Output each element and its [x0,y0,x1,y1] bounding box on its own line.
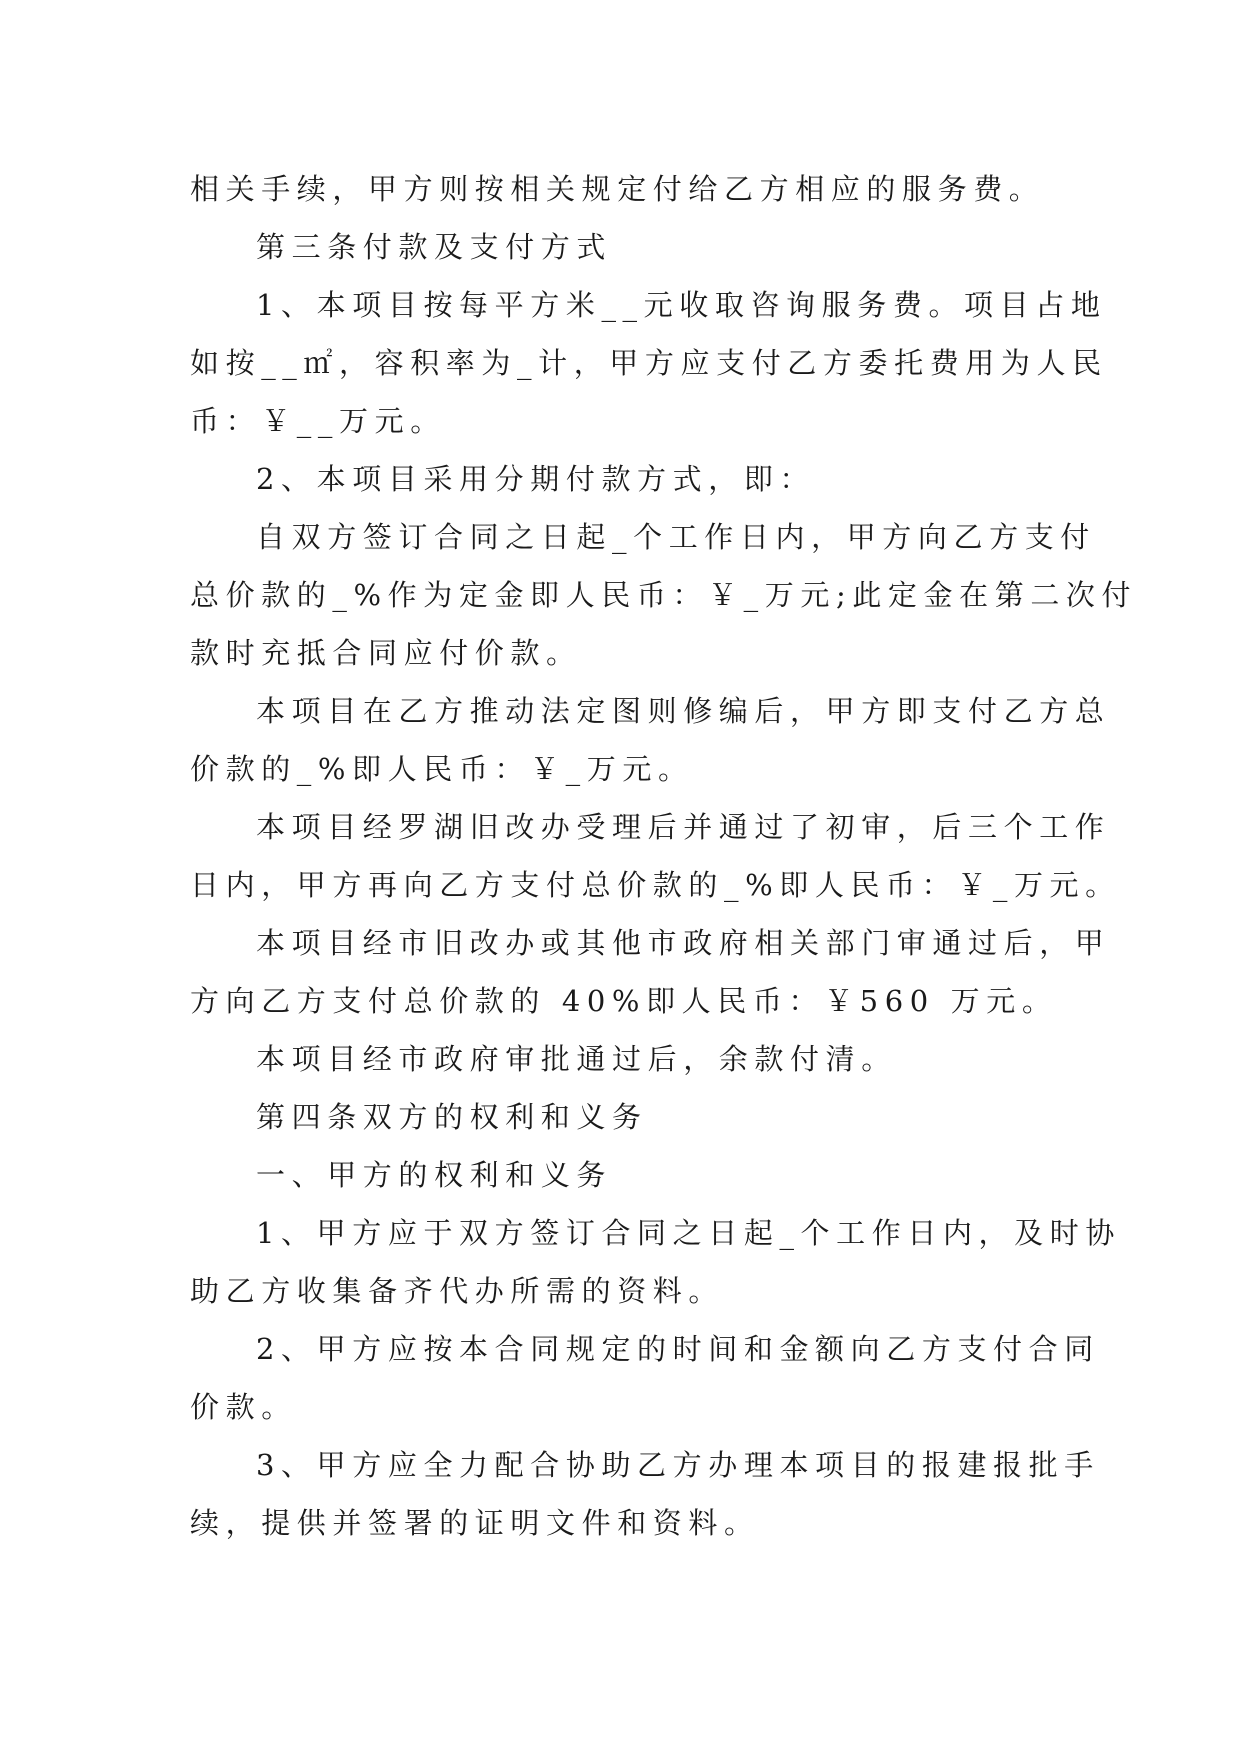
text-line: 3、甲方应全力配合协助乙方办理本项目的报建报批手 [256,1448,1100,1482]
text-line: 款时充抵合同应付价款。 [190,636,582,670]
text-line: 1、甲方应于双方签订合同之日起_个工作日内，及时协 [256,1216,1121,1250]
text-line: 总价款的_%作为定金即人民币：￥_万元;此定金在第二次付 [190,578,1138,612]
text-line: 方向乙方支付总价款的 40%即人民币：￥560 万元。 [190,984,1058,1018]
text-line: 续，提供并签署的证明文件和资料。 [190,1506,760,1540]
text-line: 第四条双方的权利和义务 [256,1100,648,1134]
text-line: 1、本项目按每平方米__元收取咨询服务费。项目占地 [256,288,1107,322]
text-line: 2、本项目采用分期付款方式，即： [256,462,816,496]
text-line: 价款的_%即人民币：￥_万元。 [190,752,694,786]
text-line: 2、甲方应按本合同规定的时间和金额向乙方支付合同 [256,1332,1100,1366]
text-line: 本项目经市旧改办或其他市政府相关部门审通过后，甲 [256,926,1111,960]
text-line: 价款。 [190,1390,297,1424]
text-line: 相关手续，甲方则按相关规定付给乙方相应的服务费。 [190,172,1045,206]
text-line: 自双方签订合同之日起_个工作日内，甲方向乙方支付 [256,520,1096,554]
text-line: 日内，甲方再向乙方支付总价款的_%即人民币：￥_万元。 [190,868,1121,902]
text-line: 本项目在乙方推动法定图则修编后，甲方即支付乙方总 [256,694,1111,728]
text-line: 助乙方收集备齐代办所需的资料。 [190,1274,725,1308]
document-body [190,160,1138,1552]
text-line: 一、甲方的权利和义务 [256,1158,613,1192]
text-line: 如按__㎡，容积率为_计，甲方应支付乙方委托费用为人民 [190,346,1108,380]
text-line: 币：￥__万元。 [190,404,446,438]
text-line: 本项目经市政府审批通过后，余款付清。 [256,1042,897,1076]
text-line: 本项目经罗湖旧改办受理后并通过了初审，后三个工作 [256,810,1111,844]
text-line: 第三条付款及支付方式 [256,230,613,264]
